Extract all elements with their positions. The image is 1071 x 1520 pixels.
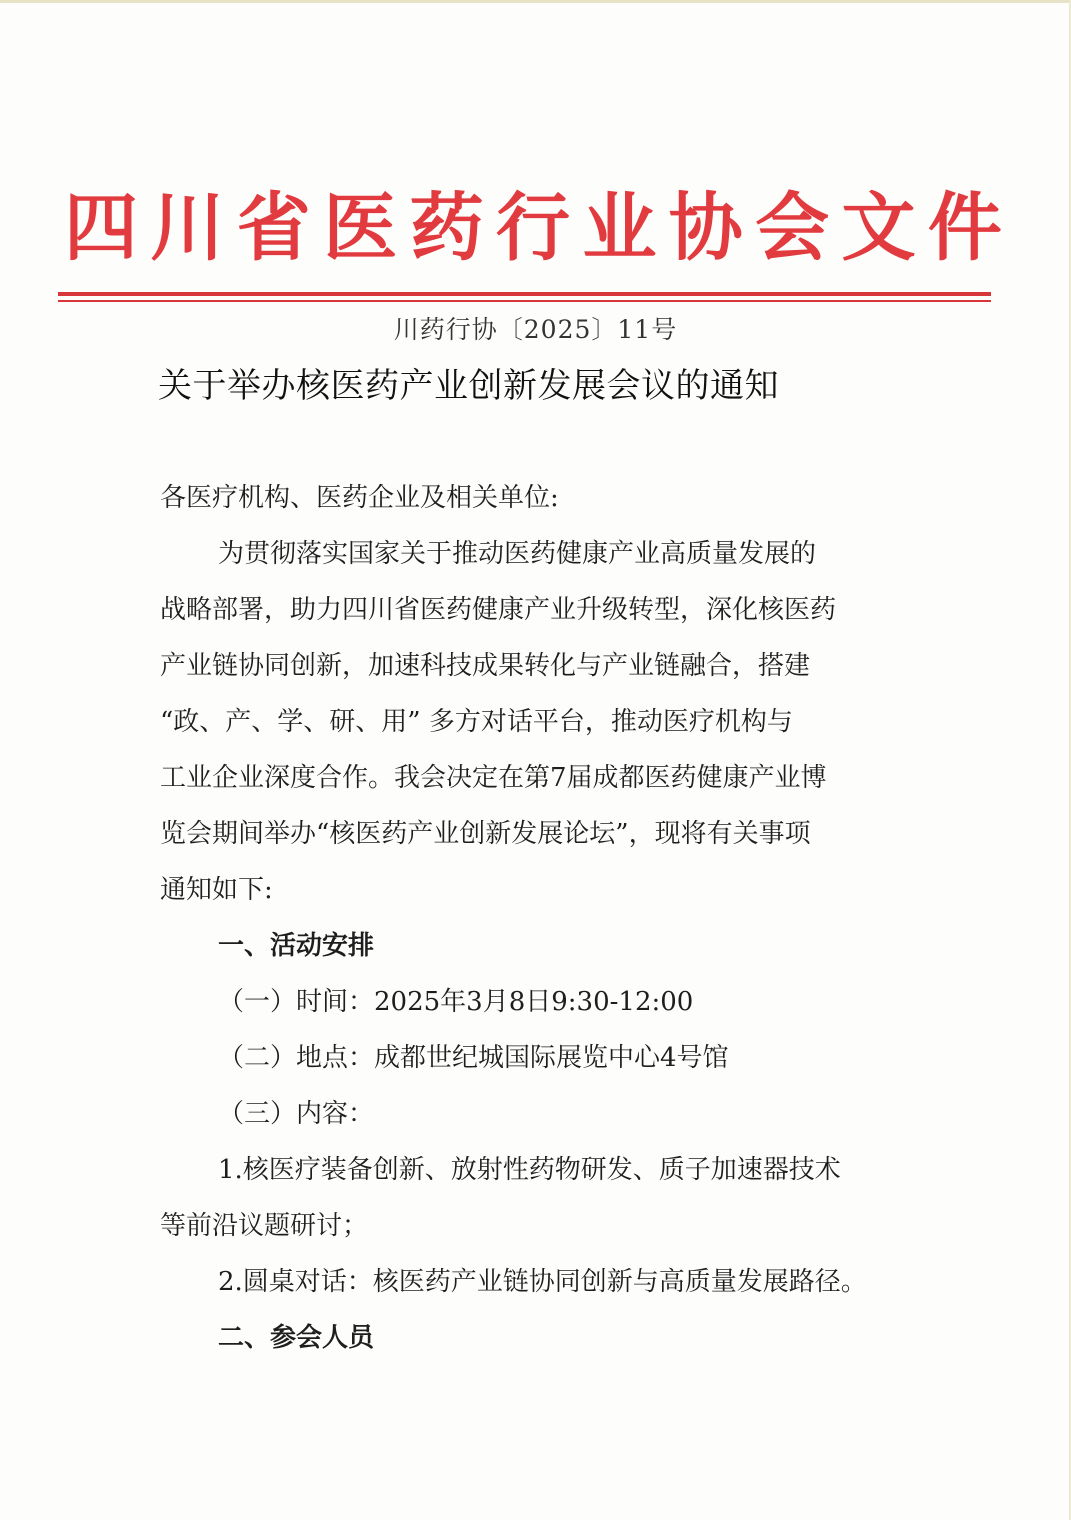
masthead-char: 会 — [755, 185, 830, 271]
event-time: （一）时间：2025年3月8日9:30-12:00 — [218, 987, 694, 1017]
content-item: 等前沿议题研讨； — [160, 1211, 369, 1241]
masthead-char: 四 — [64, 185, 138, 271]
red-rule-thin — [58, 300, 991, 302]
masthead-char: 行 — [495, 185, 570, 271]
masthead-char: 医 — [323, 185, 398, 271]
intro-line: 工业企业深度合作。我会决定在第7届成都医药健康产业博 — [160, 763, 827, 793]
masthead-char: 文 — [841, 185, 916, 271]
masthead-char: 件 — [927, 185, 1002, 271]
red-rule-thick — [58, 292, 991, 296]
intro-line: 通知如下: — [160, 875, 273, 905]
masthead-char: 药 — [409, 185, 484, 271]
content-item: 2.圆桌对话：核医药产业链协同创新与高质量发展路径。 — [218, 1267, 867, 1297]
intro-line: 为贯彻落实国家关于推动医药健康产业高质量发展的 — [218, 539, 817, 569]
masthead-char: 协 — [668, 185, 743, 271]
intro-line: “政、产、学、研、用” 多方对话平台，推动医疗机构与 — [160, 707, 793, 737]
intro-line: 览会期间举办“核医药产业创新发展论坛”，现将有关事项 — [160, 819, 811, 849]
intro-line: 战略部署，助力四川省医药健康产业升级转型，深化核医药 — [160, 595, 837, 625]
salutation: 各医疗机构、医药企业及相关单位: — [160, 483, 559, 513]
event-place: （二）地点：成都世纪城国际展览中心4号馆 — [218, 1043, 729, 1073]
masthead-char: 省 — [236, 185, 311, 271]
section-heading-attendees: 二、参会人员 — [218, 1323, 375, 1353]
masthead-char: 川 — [150, 185, 225, 271]
organization-masthead — [58, 178, 1008, 278]
content-item: 1.核医疗装备创新、放射性药物研发、质子加速器技术 — [218, 1155, 841, 1185]
event-content-label: （三）内容： — [218, 1099, 375, 1129]
section-heading-activity: 一、活动安排 — [218, 931, 375, 961]
document-title: 关于举办核医药产业创新发展会议的通知 — [158, 366, 779, 406]
intro-line: 产业链协同创新，加速科技成果转化与产业链融合，搭建 — [160, 651, 811, 681]
scan-edge-top — [0, 0, 1071, 3]
document-number: 川药行协〔2025〕11号 — [393, 315, 678, 344]
masthead-char: 业 — [582, 185, 657, 271]
